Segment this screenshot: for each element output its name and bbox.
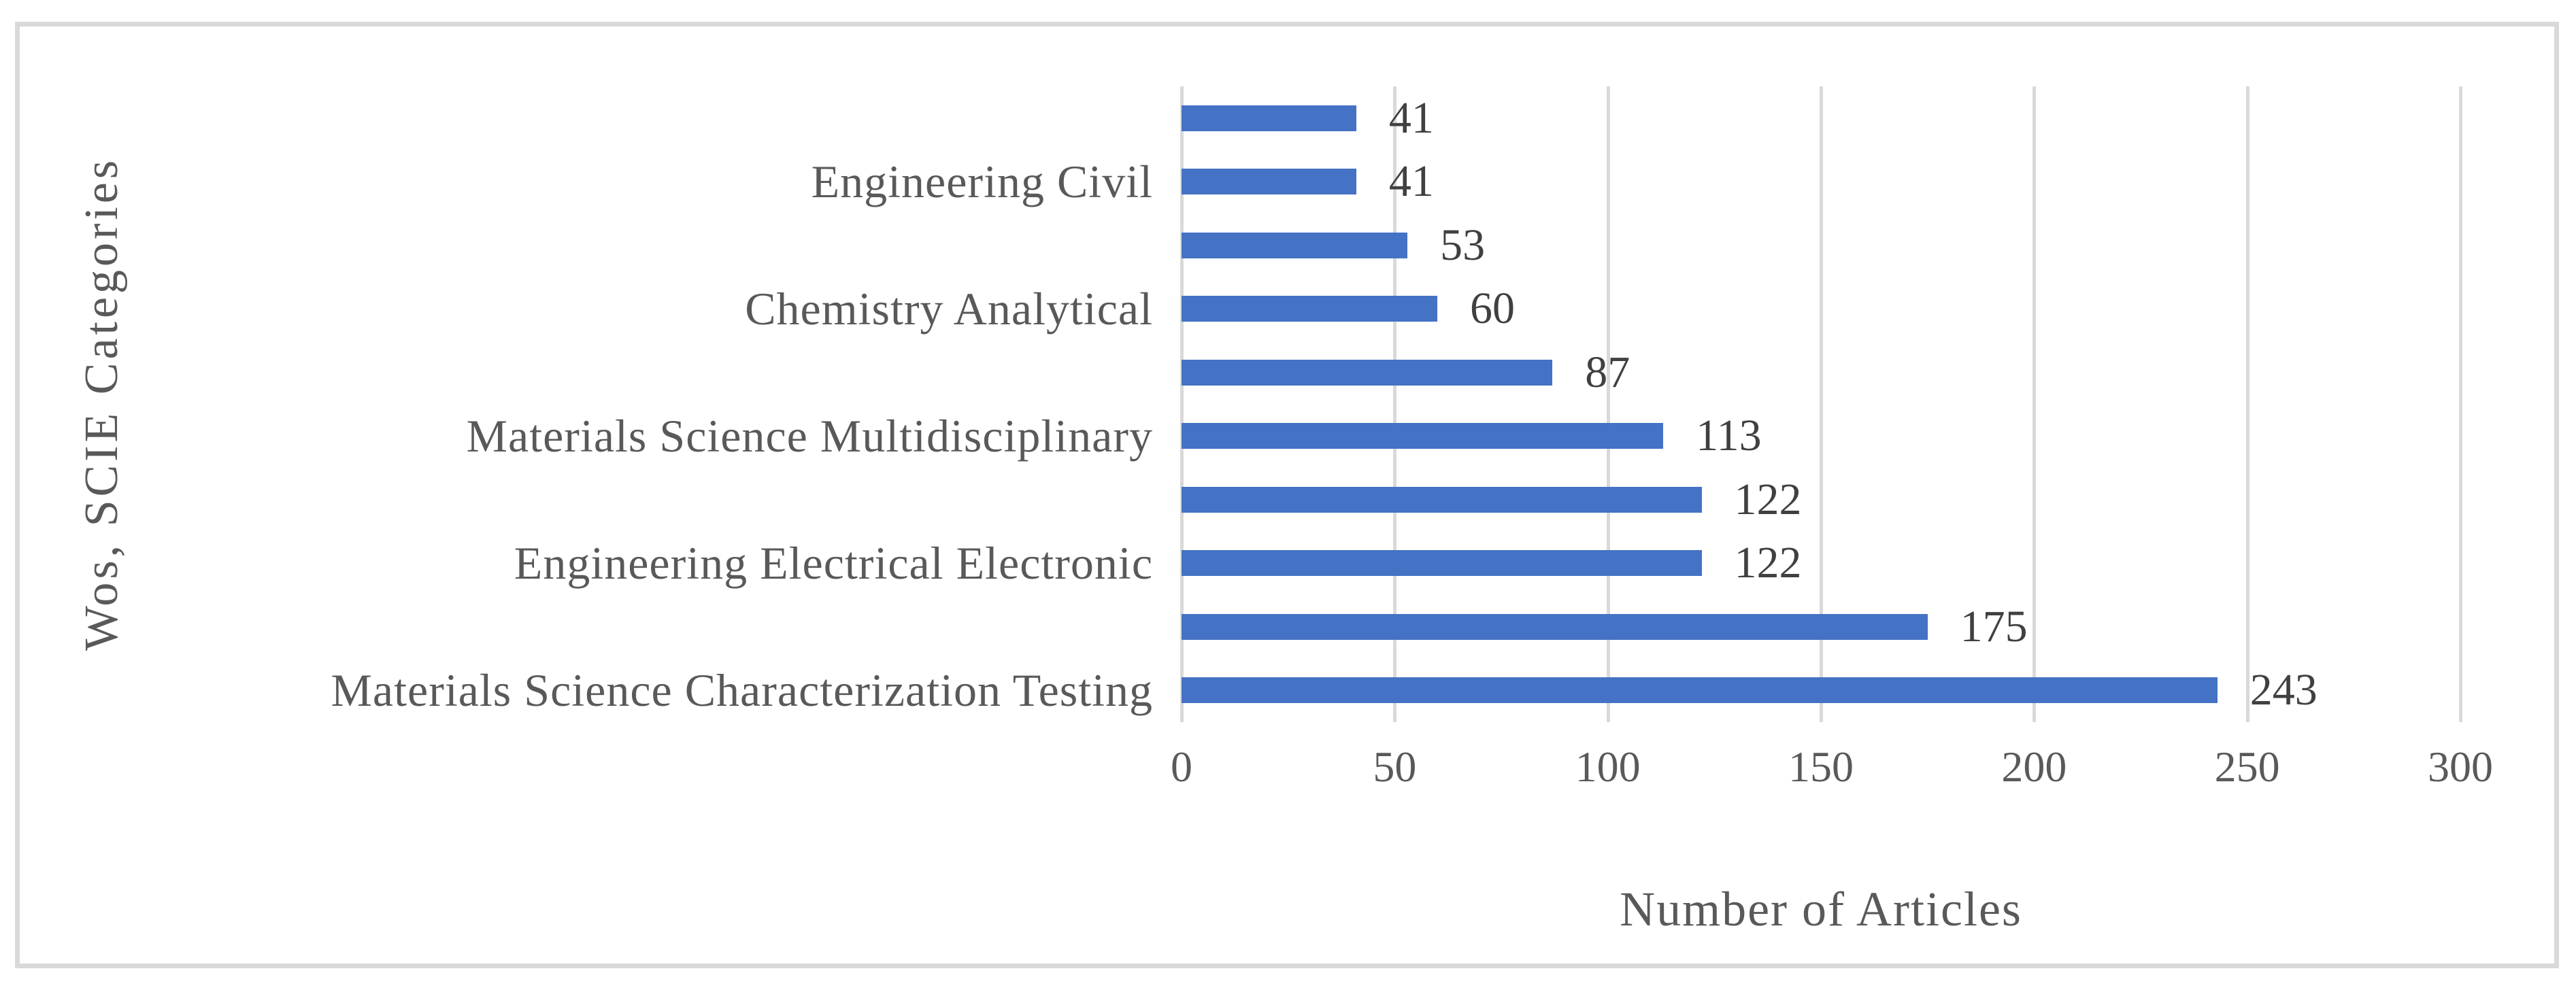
bar-value-label: 175 <box>1960 601 2028 651</box>
x-tick-label: 150 <box>1788 743 1854 791</box>
category-label: Materials Science Multidisciplinary <box>466 410 1153 462</box>
x-tick-label: 200 <box>2001 743 2067 791</box>
bar <box>1182 360 1552 386</box>
category-label: Engineering Electrical Electronic <box>514 537 1153 590</box>
bar-value-label: 53 <box>1440 220 1486 270</box>
category-label: Chemistry Analytical <box>745 283 1153 335</box>
bar-value-label: 41 <box>1388 92 1434 143</box>
gridline <box>2459 86 2462 722</box>
bar <box>1182 423 1663 449</box>
bar-value-label: 87 <box>1585 347 1630 397</box>
category-axis-labels <box>20 86 1153 722</box>
bar <box>1182 614 1928 640</box>
x-axis-title: Number of Articles <box>1620 882 2022 936</box>
bar-value-label: 243 <box>2249 665 2318 715</box>
category-label: Engineering Civil <box>811 156 1153 208</box>
bar <box>1182 105 1356 131</box>
x-tick-label: 50 <box>1373 743 1417 791</box>
bar <box>1182 487 1702 513</box>
bar-value-label: 122 <box>1734 474 1802 524</box>
plot-area <box>1182 86 2460 722</box>
category-label: Materials Science Characterization Testing <box>331 664 1153 717</box>
bar <box>1182 169 1356 194</box>
bar-value-label: 60 <box>1470 284 1515 334</box>
bar <box>1182 550 1702 576</box>
gridline <box>2033 86 2036 722</box>
bar <box>1182 677 2218 703</box>
chart-figure <box>15 22 2559 968</box>
bar-value-label: 122 <box>1734 538 1802 588</box>
x-tick-label: 0 <box>1171 743 1192 791</box>
bar-value-label: 113 <box>1696 411 1762 461</box>
x-tick-label: 100 <box>1575 743 1641 791</box>
x-tick-label: 300 <box>2428 743 2493 791</box>
bar <box>1182 233 1407 258</box>
x-tick-label: 250 <box>2214 743 2280 791</box>
bar-value-label: 41 <box>1388 156 1434 207</box>
gridline <box>2246 86 2249 722</box>
bar <box>1182 296 1437 322</box>
y-axis-title: Wos, SCIE Categories <box>76 156 128 651</box>
